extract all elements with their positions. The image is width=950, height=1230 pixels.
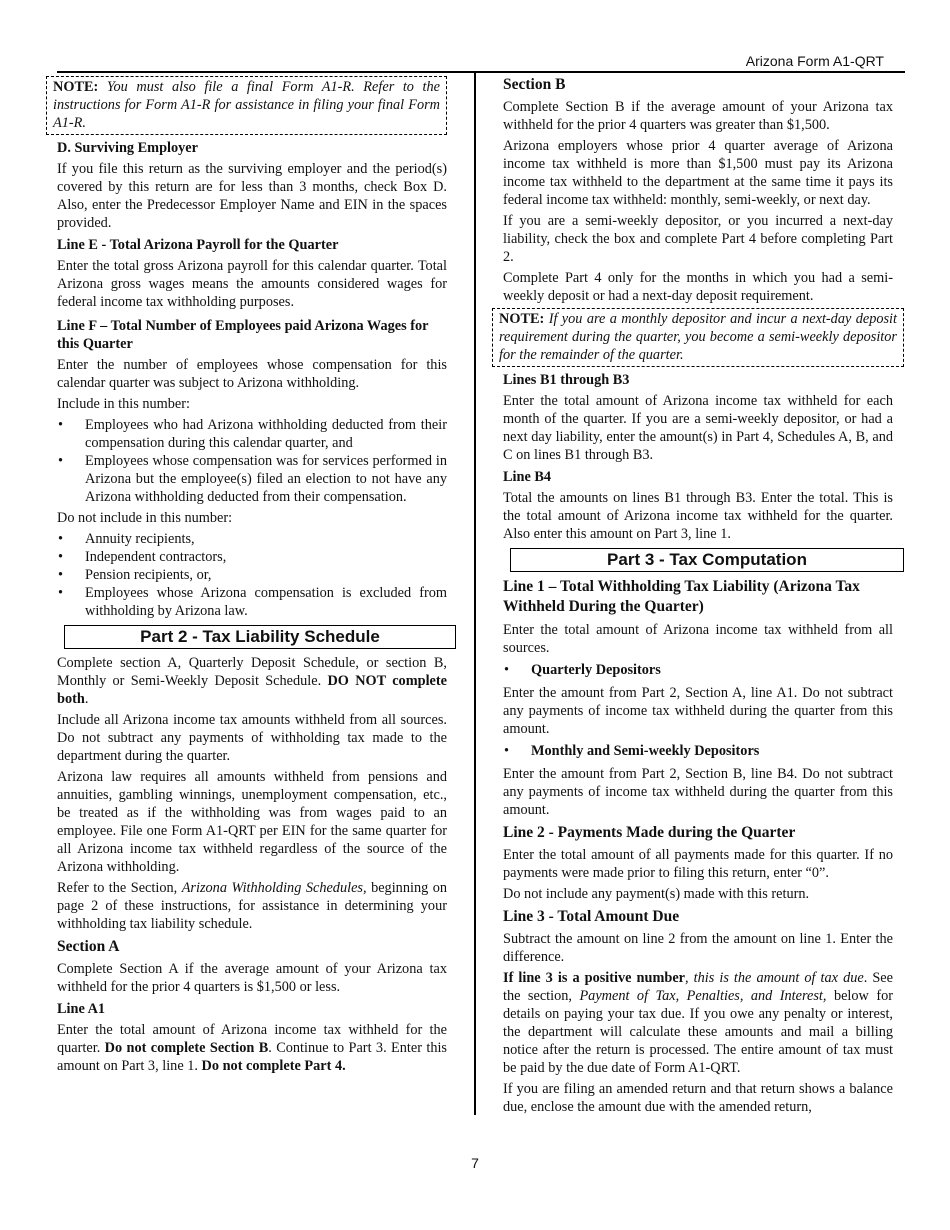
header-rule: [57, 71, 905, 73]
section-a-heading: Section A: [57, 938, 120, 955]
section-a-text: Complete Section A if the average amount of your Arizona tax withheld for the prior 4 quarters is $1,500 or less.: [57, 961, 447, 995]
line-f-heading: Line F – Total Number of Employees paid Arizona Wages for this Quarter: [57, 318, 429, 352]
page-number: 7: [471, 1155, 479, 1171]
part-3-heading: Part 3 - Tax Computation: [510, 548, 904, 572]
line-e-heading: Line E - Total Arizona Payroll for the Quarter: [57, 237, 339, 253]
line-f-text: Enter the number of employees whose compensation for this calendar quarter was subject to Arizona withholding.: [57, 357, 447, 391]
left-column: [53, 76, 448, 1078]
line-a1-heading: Line A1: [57, 1001, 106, 1017]
column-divider: [474, 71, 476, 1115]
part-2-arizona-law: Arizona law requires all amounts withheld from pensions and annuities, gambling winnings, unemployment compensation, etc., be treated as if the withholding was from wages paid to an employee. File one Form A1-QRT per EIN for the same quarter for all Arizona income tax withheld regardless of the source of the Arizona withholding.: [57, 769, 447, 875]
exclude-intro: Do not include in this number:: [57, 510, 233, 526]
line-3-p1: Subtract the amount on line 2 from the amount on line 1. Enter the difference.: [503, 931, 893, 965]
line-2-p2: Do not include any payment(s) made with this return.: [503, 886, 810, 902]
monthly-depositors-text: Enter the amount from Part 2, Section B, line B4. Do not subtract any payments of income tax withheld during the quarter from this amount.: [503, 766, 893, 818]
part-2-refer: Refer to the Section, Arizona Withholding Schedules, beginning on page 2 of these instructions, for assistance in determining your withholding tax liability schedule.: [57, 880, 448, 932]
line-3-p3: If you are filing an amended return and that return shows a balance due, enclose the amount due with the amended return,: [503, 1081, 893, 1115]
list-item: • Pension recipients, or,: [58, 567, 212, 583]
lines-b1-b3-heading: Lines B1 through B3: [503, 372, 630, 388]
section-b-p4: Complete Part 4 only for the months in which you had a semi-weekly deposit or had a next-day deposit requirement.: [503, 270, 893, 304]
note-text: You must also file a final Form A1-R. Refer to the instructions for Form A1-R for assistance in filing your final Form A1-R.: [53, 79, 440, 131]
list-item: • Employees who had Arizona withholding deducted from their compensation during this calendar quarter, and: [58, 417, 447, 451]
note-final-a1r: [46, 76, 447, 135]
quarterly-depositors-heading: • Quarterly Depositors: [504, 662, 661, 678]
right-column: [499, 76, 898, 1119]
exclude-list: [57, 530, 447, 620]
part-2-intro: Complete section A, Quarterly Deposit Schedule, or section B, Monthly or Semi-Weekly Deposit Schedule. DO NOT complete both.: [57, 655, 447, 707]
line-3-heading: Line 3 - Total Amount Due: [503, 908, 680, 925]
include-list: [57, 416, 447, 506]
line-e-text: Enter the total gross Arizona payroll for this calendar quarter. Total Arizona gross wages means the amounts considered wages for federal income tax withholding purposes.: [57, 258, 447, 310]
section-b-p3: If you are a semi-weekly depositor, or you incurred a next-day liability, check the box and complete Part 4 before completing Part 2.: [503, 213, 893, 265]
part-2-heading: Part 2 - Tax Liability Schedule: [64, 625, 456, 649]
note-text: If you are a monthly depositor and incur a next-day deposit requirement during the quarter, you become a semi-weekly depositor for the remainder of the quarter.: [499, 311, 898, 363]
list-item: • Annuity recipients,: [58, 531, 195, 547]
list-item: • Employees whose compensation was for services performed in Arizona but the employee(s) filed an election to not have any Arizona withholding deducted from their compensation.: [58, 453, 447, 505]
section-b-p2: Arizona employers whose prior 4 quarter average of Arizona income tax withheld is more than $1,500 must pay its Arizona income tax withheld to the department at the same time it pays its federal income tax withheld: monthly, semi-weekly, or next day.: [503, 138, 893, 208]
monthly-depositors-heading: • Monthly and Semi-weekly Depositors: [504, 743, 760, 759]
surviving-employer-text: If you file this return as the surviving employer and the period(s) covered by this return are for less than 3 months, check Box D. Also, enter the Predecessor Employer Name and EIN in the spaces provided.: [57, 161, 447, 231]
list-item: • Employees whose Arizona compensation is excluded from withholding by Arizona law.: [58, 585, 447, 619]
surviving-employer-heading: D. Surviving Employer: [57, 140, 198, 156]
list-item: • Independent contractors,: [58, 549, 227, 565]
note-label: NOTE:: [499, 311, 545, 327]
line-1-text: Enter the total amount of Arizona income tax withheld from all sources.: [503, 622, 893, 656]
line-2-p1: Enter the total amount of all payments made for this quarter. If no payments were made prior to filing this return, enter “0”.: [503, 847, 893, 881]
part-2-include-all: Include all Arizona income tax amounts withheld from all sources. Do not subtract any payments of withholding tax made to the department during the quarter.: [57, 712, 447, 764]
form-title: Arizona Form A1-QRT: [745, 53, 884, 69]
line-3-p2: If line 3 is a positive number, this is the amount of tax due. See the section, Payment of Tax, Penalties, and Interest, below for details on paying your tax due. If you owe any penalty or interest, the department will calculate these amounts and mail a billing notice after the return is processed. The entire amount of tax must be paid by the due date of Form A1-QRT.: [503, 970, 893, 1076]
quarterly-depositors-text: Enter the amount from Part 2, Section A, line A1. Do not subtract any payments of income tax withheld during the quarter from this amount.: [503, 685, 893, 737]
section-b-heading: Section B: [503, 76, 566, 93]
line-b4-text: Total the amounts on lines B1 through B3. Enter the total. This is the total amount of Arizona income tax withheld for the quarter. Also enter this amount on Part 3, line 1.: [503, 490, 893, 542]
line-b4-heading: Line B4: [503, 469, 552, 485]
lines-b1-b3-text: Enter the total amount of Arizona income tax withheld for each month of the quarter. If you are a semi-weekly depositor, or had a next day liability, enter the amount(s) in Part 4, Schedules A, B, and C on lines B1 through B3.: [503, 393, 893, 463]
section-b-p1: Complete Section B if the average amount of your Arizona tax withheld for the prior 4 quarters was greater than $1,500.: [503, 99, 893, 133]
line-2-heading: Line 2 - Payments Made during the Quarter: [503, 824, 796, 841]
line-1-heading: Line 1 – Total Withholding Tax Liability (Arizona Tax Withheld During the Quarter): [503, 578, 860, 615]
note-monthly-depositor: [492, 308, 904, 367]
include-intro: Include in this number:: [57, 396, 191, 412]
note-label: NOTE:: [53, 79, 99, 95]
line-a1-text: Enter the total amount of Arizona income tax withheld for the quarter. Do not complete Section B. Continue to Part 3. Enter this amount on Part 3, line 1. Do not complete Part 4.: [57, 1022, 448, 1074]
